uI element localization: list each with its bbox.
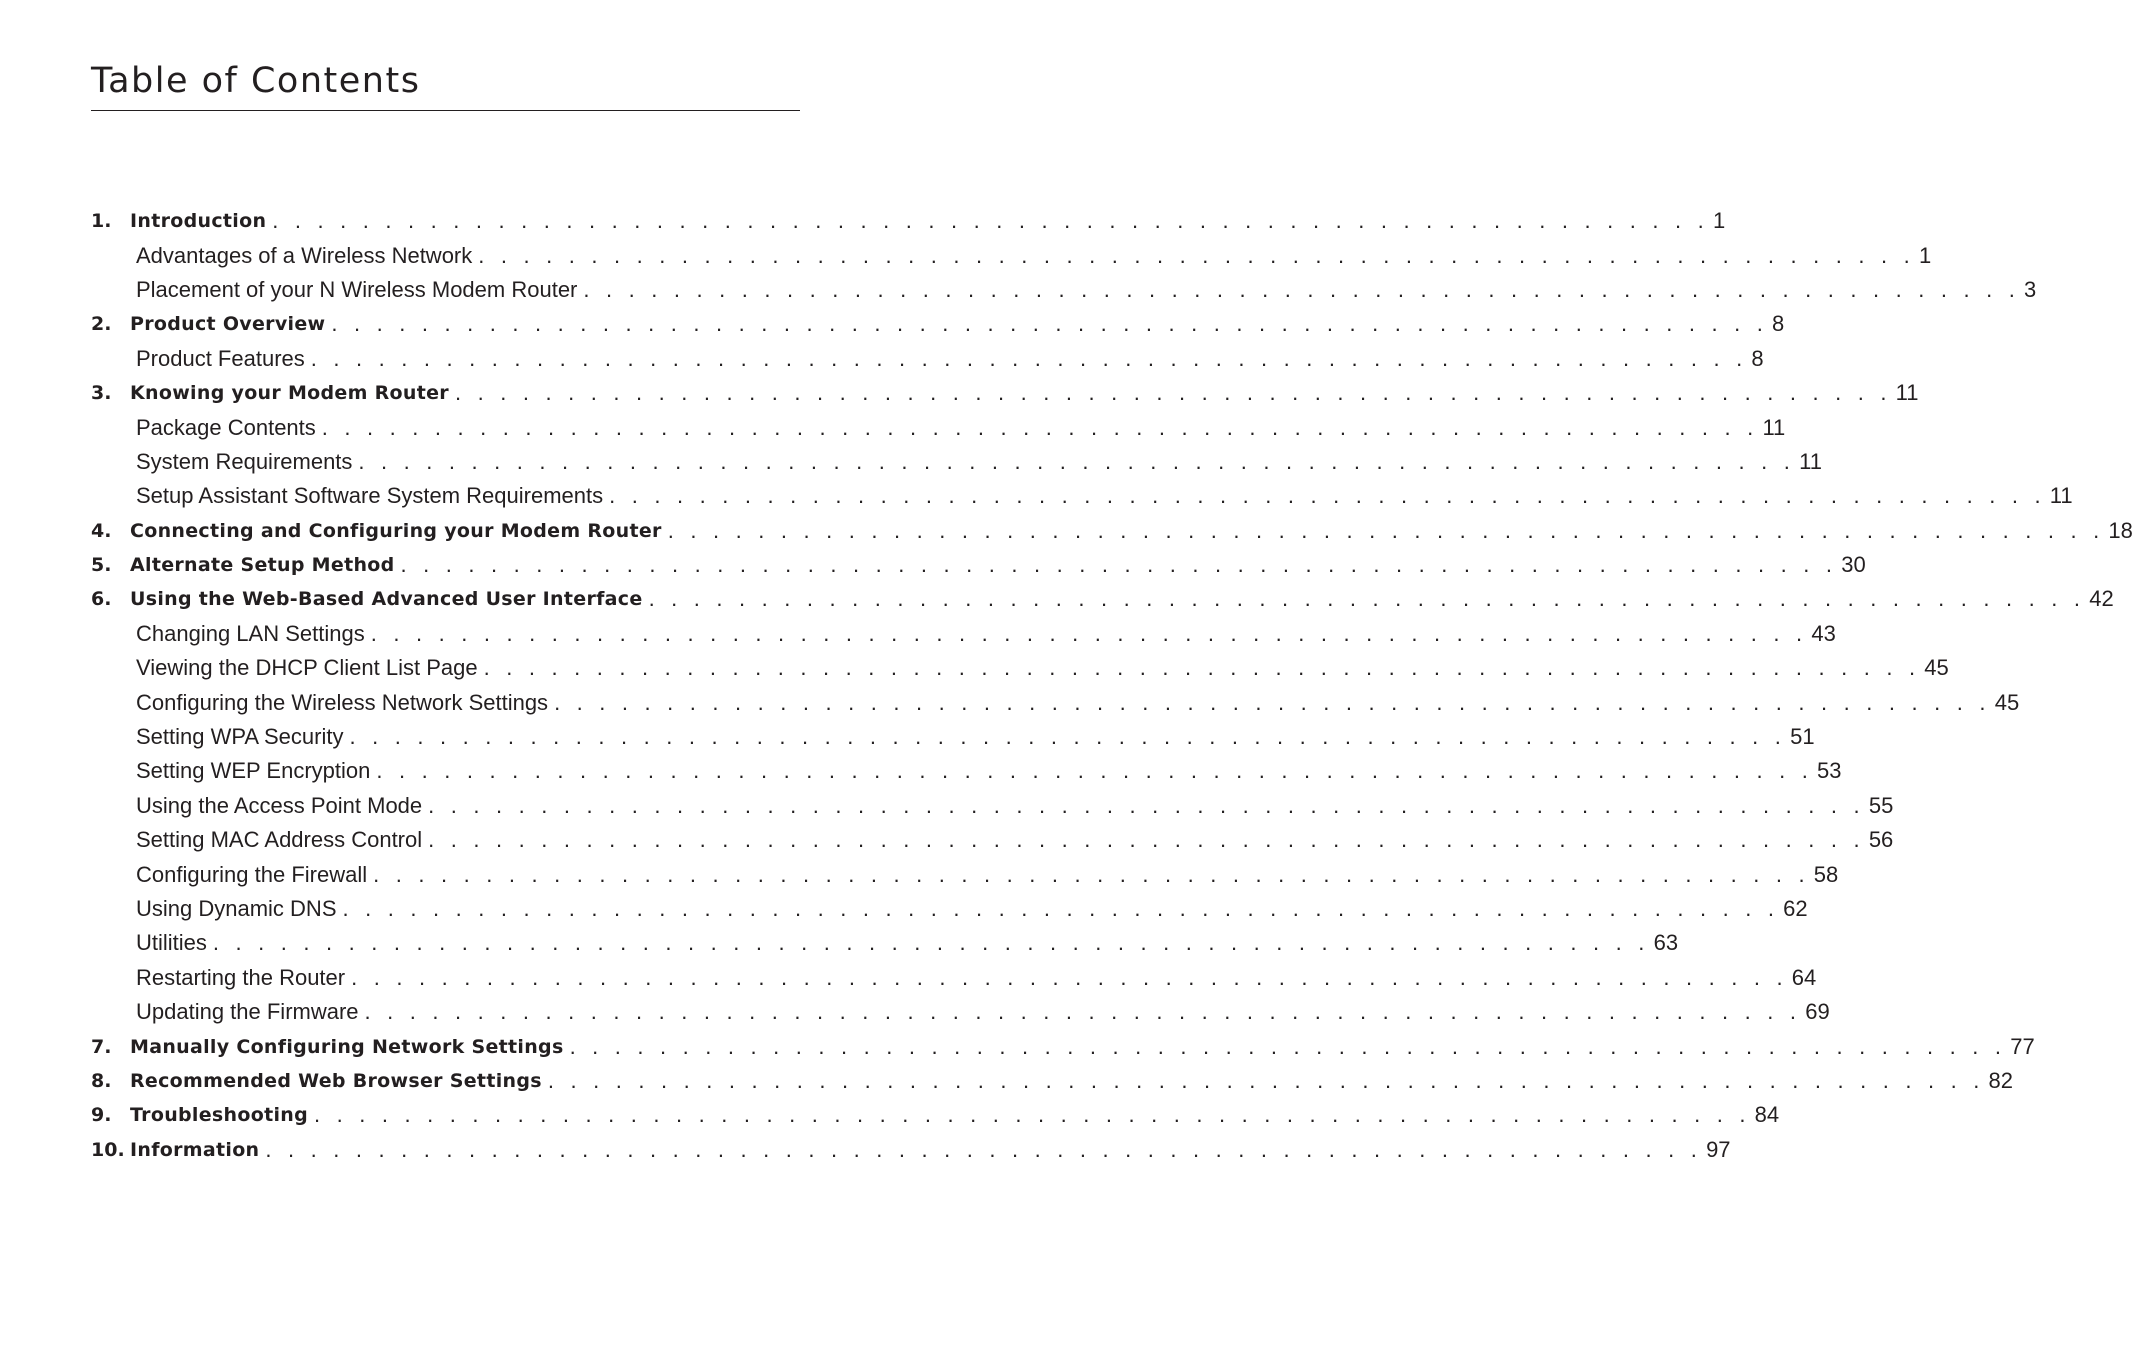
toc-section-entry[interactable] <box>91 238 1932 272</box>
toc-entry-page-number: 8 <box>1751 345 1764 371</box>
toc-section-entry[interactable] <box>91 961 1817 995</box>
toc-entry-page-number: 1 <box>1918 242 1932 268</box>
toc-entry-page-number: 1 <box>1712 208 1726 234</box>
toc-entry-page-number: 84 <box>1754 1102 1780 1128</box>
toc-entry-page-number: 56 <box>1868 827 1894 853</box>
title-divider <box>91 110 800 111</box>
toc-entry-title: Using the Web-Based Advanced User Interface <box>130 588 643 611</box>
toc-entry-page-number: 11 <box>2049 483 2073 509</box>
toc-entry-title: Knowing your Modem Router <box>130 382 449 405</box>
toc-entry-page-number: 45 <box>1924 655 1949 681</box>
toc-dot-leader: . . . . . . . . . . . . . . . . . . . . . . . . . . . . . . . . . . . . . . . . . . . . . . . . . . . . . . . . . . . . . . . . <box>351 964 1788 990</box>
toc-dot-leader: . . . . . . . . . . . . . . . . . . . . . . . . . . . . . . . . . . . . . . . . . . . . . . . . . . . . . . . . . . . . . . . . <box>478 242 1915 268</box>
toc-dot-leader: . . . . . . . . . . . . . . . . . . . . . . . . . . . . . . . . . . . . . . . . . . . . . . . . . . . . . . . . . . . . . . . . <box>212 930 1650 956</box>
toc-section-entry[interactable] <box>91 445 1822 479</box>
toc-entry-title: Configuring the Wireless Network Settings <box>136 689 549 715</box>
toc-dot-leader: . . . . . . . . . . . . . . . . . . . . . . . . . . . . . . . . . . . . . . . . . . . . . . . . . . . . . . . . . . . . . . . . <box>483 655 1921 681</box>
toc-entry-title: Troubleshooting <box>130 1104 308 1127</box>
toc-dot-leader: . . . . . . . . . . . . . . . . . . . . . . . . . . . . . . . . . . . . . . . . . . . . . . . . . . . . . . . . . . . . . . . . <box>364 999 1802 1025</box>
toc-entry-page-number: 43 <box>1811 620 1836 646</box>
toc-section-entry[interactable] <box>91 926 1679 960</box>
toc-dot-leader: . . . . . . . . . . . . . . . . . . . . . . . . . . . . . . . . . . . . . . . . . . . . . . . . . . . . . . . . . . . . . . . . <box>331 311 1769 337</box>
toc-entry-title: Configuring the Firewall <box>136 861 368 887</box>
toc-entry-page-number: 53 <box>1817 758 1842 784</box>
toc-dot-leader: . . . . . . . . . . . . . . . . . . . . . . . . . . . . . . . . . . . . . . . . . . . . . . . . . . . . . . . . . . . . . . . . <box>358 448 1796 474</box>
toc-chapter-entry[interactable] <box>91 307 1785 341</box>
toc-entry-title: Connecting and Configuring your Modem Router <box>130 519 662 542</box>
toc-dot-leader: . . . . . . . . . . . . . . . . . . . . . . . . . . . . . . . . . . . . . . . . . . . . . . . . . . . . . . . . . . . . . . . . <box>376 758 1814 784</box>
toc-section-entry[interactable] <box>91 720 1815 754</box>
toc-entry-number: 5. <box>91 554 112 577</box>
toc-entry-page-number: 77 <box>2010 1033 2035 1059</box>
toc-entry-title: Using the Access Point Mode <box>136 792 423 818</box>
toc-dot-leader: . . . . . . . . . . . . . . . . . . . . . . . . . . . . . . . . . . . . . . . . . . . . . . . . . . . . . . . . . . . . . . . . <box>310 345 1748 371</box>
toc-chapter-entry[interactable] <box>91 376 1919 410</box>
toc-entry-title: Package Contents <box>136 414 316 440</box>
toc-section-entry[interactable] <box>91 410 1786 444</box>
toc-section-entry[interactable] <box>91 789 1894 823</box>
toc-entry-title: Placement of your N Wireless Modem Router <box>136 276 578 302</box>
toc-section-entry[interactable] <box>91 342 1764 376</box>
toc-entry-title: Utilities <box>136 930 207 956</box>
toc-dot-leader: . . . . . . . . . . . . . . . . . . . . . . . . . . . . . . . . . . . . . . . . . . . . . . . . . . . . . . . . . . . . . . . . <box>569 1033 2007 1059</box>
toc-entry-page-number: 11 <box>1762 414 1786 440</box>
toc-entry-title: Product Overview <box>130 313 326 336</box>
toc-entry-page-number: 18 <box>2108 517 2133 543</box>
toc-entry-title: System Requirements <box>136 448 353 474</box>
toc-entry-title: Viewing the DHCP Client List Page <box>136 655 478 681</box>
toc-entry-title: Setup Assistant Software System Requirements <box>136 483 604 509</box>
toc-section-entry[interactable] <box>91 754 1842 788</box>
toc-section-entry[interactable] <box>91 273 2037 307</box>
toc-section-entry[interactable] <box>91 479 2073 513</box>
toc-entry-title: Advantages of a Wireless Network <box>136 242 473 268</box>
toc-entry-title: Updating the Firmware <box>136 999 359 1025</box>
toc-entry-title: Recommended Web Browser Settings <box>130 1069 542 1092</box>
toc-entry-page-number: 45 <box>1994 689 2020 715</box>
toc-entry-page-number: 97 <box>1706 1136 1731 1162</box>
toc-entry-title: Alternate Setup Method <box>130 554 395 577</box>
toc-section-entry[interactable] <box>91 995 1830 1029</box>
toc-chapter-entry[interactable] <box>91 1098 1780 1132</box>
toc-chapter-entry[interactable] <box>91 1133 1731 1167</box>
toc-dot-leader: . . . . . . . . . . . . . . . . . . . . . . . . . . . . . . . . . . . . . . . . . . . . . . . . . . . . . . . . . . . . . . . . <box>554 689 1991 715</box>
toc-entry-number: 3. <box>91 382 112 405</box>
page-title: Table of Contents <box>91 61 421 101</box>
toc-entry-page-number: 42 <box>2089 586 2114 612</box>
toc-entry-number: 1. <box>91 210 112 233</box>
toc-dot-leader: . . . . . . . . . . . . . . . . . . . . . . . . . . . . . . . . . . . . . . . . . . . . . . . . . . . . . . . . . . . . . . . . <box>609 483 2046 509</box>
toc-chapter-entry[interactable] <box>91 1064 2014 1098</box>
toc-entry-number: 9. <box>91 1104 112 1127</box>
toc-dot-leader: . . . . . . . . . . . . . . . . . . . . . . . . . . . . . . . . . . . . . . . . . . . . . . . . . . . . . . . . . . . . . . . . <box>265 1136 1703 1162</box>
toc-section-entry[interactable] <box>91 617 1836 651</box>
toc-dot-leader: . . . . . . . . . . . . . . . . . . . . . . . . . . . . . . . . . . . . . . . . . . . . . . . . . . . . . . . . . . . . . . . . <box>321 414 1759 440</box>
toc-entry-page-number: 63 <box>1653 930 1679 956</box>
toc-section-entry[interactable] <box>91 651 1949 685</box>
toc-section-entry[interactable] <box>91 685 2020 719</box>
toc-dot-leader: . . . . . . . . . . . . . . . . . . . . . . . . . . . . . . . . . . . . . . . . . . . . . . . . . . . . . . . . . . . . . . . . <box>454 380 1892 406</box>
toc-dot-leader: . . . . . . . . . . . . . . . . . . . . . . . . . . . . . . . . . . . . . . . . . . . . . . . . . . . . . . . . . . . . . . . . <box>667 517 2105 543</box>
toc-dot-leader: . . . . . . . . . . . . . . . . . . . . . . . . . . . . . . . . . . . . . . . . . . . . . . . . . . . . . . . . . . . . . . . . <box>547 1067 1985 1093</box>
toc-entry-title: Setting MAC Address Control <box>136 827 423 853</box>
toc-entry-number: 7. <box>91 1035 112 1058</box>
toc-dot-leader: . . . . . . . . . . . . . . . . . . . . . . . . . . . . . . . . . . . . . . . . . . . . . . . . . . . . . . . . . . . . . . . . <box>428 827 1865 853</box>
toc-entry-number: 6. <box>91 588 112 611</box>
toc-entry-title: Using Dynamic DNS <box>136 896 337 921</box>
table-of-contents <box>91 204 2133 1167</box>
toc-entry-page-number: 51 <box>1790 724 1815 750</box>
toc-entry-page-number: 8 <box>1772 311 1785 337</box>
toc-entry-page-number: 3 <box>2024 276 2037 302</box>
toc-dot-leader: . . . . . . . . . . . . . . . . . . . . . . . . . . . . . . . . . . . . . . . . . . . . . . . . . . . . . . . . . . . . . . . . <box>373 861 1810 887</box>
toc-entry-title: Information <box>130 1138 260 1161</box>
toc-entry-number: 10. <box>91 1138 125 1161</box>
toc-section-entry[interactable] <box>91 892 1808 926</box>
toc-entry-title: Product Features <box>136 345 305 371</box>
toc-chapter-entry[interactable] <box>91 204 1726 238</box>
toc-entry-number: 8. <box>91 1069 112 1092</box>
toc-chapter-entry[interactable] <box>91 548 1866 582</box>
toc-dot-leader: . . . . . . . . . . . . . . . . . . . . . . . . . . . . . . . . . . . . . . . . . . . . . . . . . . . . . . . . . . . . . . . . <box>648 586 2086 612</box>
toc-dot-leader: . . . . . . . . . . . . . . . . . . . . . . . . . . . . . . . . . . . . . . . . . . . . . . . . . . . . . . . . . . . . . . . . <box>583 276 2021 302</box>
toc-chapter-entry[interactable] <box>91 1029 2035 1063</box>
toc-section-entry[interactable] <box>91 823 1894 857</box>
toc-dot-leader: . . . . . . . . . . . . . . . . . . . . . . . . . . . . . . . . . . . . . . . . . . . . . . . . . . . . . . . . . . . . . . . . <box>400 552 1838 578</box>
toc-entry-number: 4. <box>91 519 112 542</box>
toc-entry-title: Introduction <box>130 210 267 233</box>
toc-dot-leader: . . . . . . . . . . . . . . . . . . . . . . . . . . . . . . . . . . . . . . . . . . . . . . . . . . . . . . . . . . . . . . . . <box>349 724 1787 750</box>
toc-dot-leader: . . . . . . . . . . . . . . . . . . . . . . . . . . . . . . . . . . . . . . . . . . . . . . . . . . . . . . . . . . . . . . . . <box>370 620 1808 646</box>
toc-dot-leader: . . . . . . . . . . . . . . . . . . . . . . . . . . . . . . . . . . . . . . . . . . . . . . . . . . . . . . . . . . . . . . . . <box>342 896 1780 921</box>
toc-entry-page-number: 55 <box>1868 792 1894 818</box>
toc-dot-leader: . . . . . . . . . . . . . . . . . . . . . . . . . . . . . . . . . . . . . . . . . . . . . . . . . . . . . . . . . . . . . . . . <box>272 208 1709 234</box>
toc-chapter-entry[interactable] <box>91 514 2133 548</box>
toc-entry-title: Restarting the Router <box>136 964 346 990</box>
toc-dot-leader: . . . . . . . . . . . . . . . . . . . . . . . . . . . . . . . . . . . . . . . . . . . . . . . . . . . . . . . . . . . . . . . . <box>428 792 1865 818</box>
toc-section-entry[interactable] <box>91 857 1839 891</box>
toc-entry-title: Setting WEP Encryption <box>136 758 371 784</box>
toc-entry-number: 2. <box>91 313 112 336</box>
toc-entry-page-number: 30 <box>1841 552 1866 578</box>
toc-chapter-entry[interactable] <box>91 582 2114 616</box>
toc-entry-title: Setting WPA Security <box>136 724 344 750</box>
toc-entry-page-number: 64 <box>1791 964 1817 990</box>
toc-entry-page-number: 82 <box>1988 1067 2014 1093</box>
toc-entry-page-number: 62 <box>1783 896 1808 921</box>
toc-entry-page-number: 69 <box>1805 999 1830 1025</box>
toc-entry-page-number: 11 <box>1895 380 1919 406</box>
toc-entry-title: Manually Configuring Network Settings <box>130 1035 564 1058</box>
toc-entry-page-number: 11 <box>1799 448 1822 474</box>
toc-entry-title: Changing LAN Settings <box>136 620 365 646</box>
toc-dot-leader: . . . . . . . . . . . . . . . . . . . . . . . . . . . . . . . . . . . . . . . . . . . . . . . . . . . . . . . . . . . . . . . . <box>314 1102 1751 1128</box>
toc-entry-page-number: 58 <box>1813 861 1839 887</box>
